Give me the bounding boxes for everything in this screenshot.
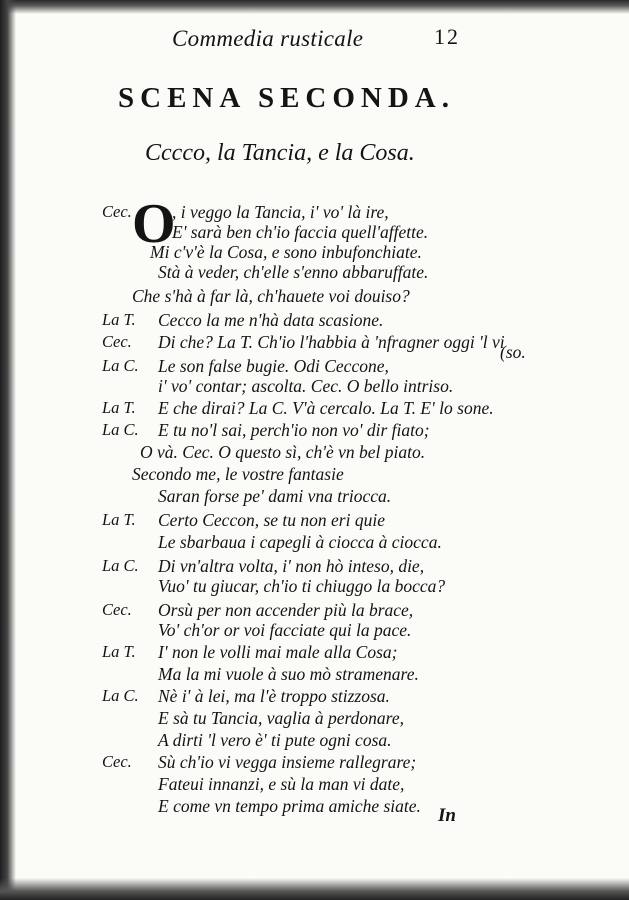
- drop-capital: O: [132, 193, 176, 255]
- speaker-label: La C.: [102, 556, 139, 575]
- verse-line: A dirti 'l vero è' ti pute ogni cosa.: [158, 730, 392, 750]
- verse-line: Stà à veder, ch'elle s'enno abbaruffate.: [158, 262, 429, 282]
- verse-line: E tu no'l sai, perch'io non vo' dir fiato;: [158, 420, 430, 440]
- verse-line: E' sarà ben ch'io faccia quell'affette.: [172, 222, 429, 242]
- verse-line: Di che? La T. Ch'io l'habbia à 'nfragner oggi 'l vi: [158, 332, 505, 352]
- speaker-label: Cec.: [102, 752, 132, 771]
- catchword: In: [438, 805, 456, 826]
- page-number: 12: [434, 24, 460, 49]
- page-edge-left: [0, 0, 16, 900]
- verse-line: E che dirai? La C. V'à cercalo. La T. E' lo sone.: [158, 398, 494, 418]
- speaker-label: La C.: [102, 420, 139, 439]
- verse-line: E come vn tempo prima amiche siate.: [158, 796, 421, 816]
- verse-line: Nè i' à lei, ma l'è troppo stizzosa.: [158, 686, 390, 706]
- speaker-label: La T.: [102, 310, 136, 329]
- verse-line: Sù ch'io vi vegga insieme rallegrare;: [158, 752, 417, 772]
- verse-line: Vo' ch'or or voi facciate qui la pace.: [158, 620, 412, 640]
- verse-line: Cecco la me n'hà data scasione.: [158, 310, 384, 330]
- verse-line: Le son false bugie. Odi Ceccone,: [158, 356, 389, 376]
- speaker-label: La T.: [102, 398, 136, 417]
- verse-line: Di vn'altra volta, i' non hò inteso, die,: [158, 556, 425, 576]
- speaker-label: La T.: [102, 642, 136, 661]
- scene-title: SCENA SECONDA.: [118, 82, 455, 114]
- speaker-label: Cec.: [102, 600, 132, 619]
- verse-line: Che s'hà à far là, ch'hauete voi douiso?: [132, 286, 410, 306]
- verse-line: Saran forse pe' dami vna triocca.: [158, 486, 392, 506]
- verse-line: , i veggo la Tancia, i' vo' là ire,: [172, 202, 389, 222]
- page-edge-top: [0, 0, 629, 14]
- speaker-label: Cec.: [102, 202, 132, 221]
- verse-line: E sà tu Tancia, vaglia à perdonare,: [158, 708, 404, 728]
- speaker-label: La C.: [102, 686, 139, 705]
- running-title: Commedia rusticale: [172, 26, 364, 51]
- verse-line: Fateui innanzi, e sù la man vi date,: [158, 774, 405, 794]
- verse-line: Secondo me, le vostre fantasie: [132, 464, 344, 484]
- verse-line: I' non le volli mai male alla Cosa;: [158, 642, 398, 662]
- verse-line: i' vo' contar; ascolta. Cec. O bello intriso.: [158, 376, 454, 396]
- verse-line: Mi c'v'è la Cosa, e sono inbufonchiate.: [150, 242, 422, 262]
- verse-line: Orsù per non accender più la brace,: [158, 600, 414, 620]
- verse-line: Vuo' tu giucar, ch'io ti chiuggo la bocca?: [158, 576, 446, 596]
- characters-line: Ccccο, la Tancia, e la Cosa.: [145, 140, 415, 166]
- verse-line: Certo Ceccon, se tu non eri quie: [158, 510, 385, 530]
- page-edge-bottom: [0, 878, 629, 900]
- speaker-label: La T.: [102, 510, 136, 529]
- speaker-label: Cec.: [102, 332, 132, 351]
- speaker-label: La C.: [102, 356, 139, 375]
- verse-line: O và. Cec. O questo sì, ch'è vn bel piato.: [140, 442, 426, 462]
- verse-line: Le sbarbaua i capegli à ciocca à ciocca.: [158, 532, 442, 552]
- overflow-fragment: (so.: [500, 342, 526, 362]
- verse-line: Ma la mi vuole à suo mò stramenare.: [158, 664, 419, 684]
